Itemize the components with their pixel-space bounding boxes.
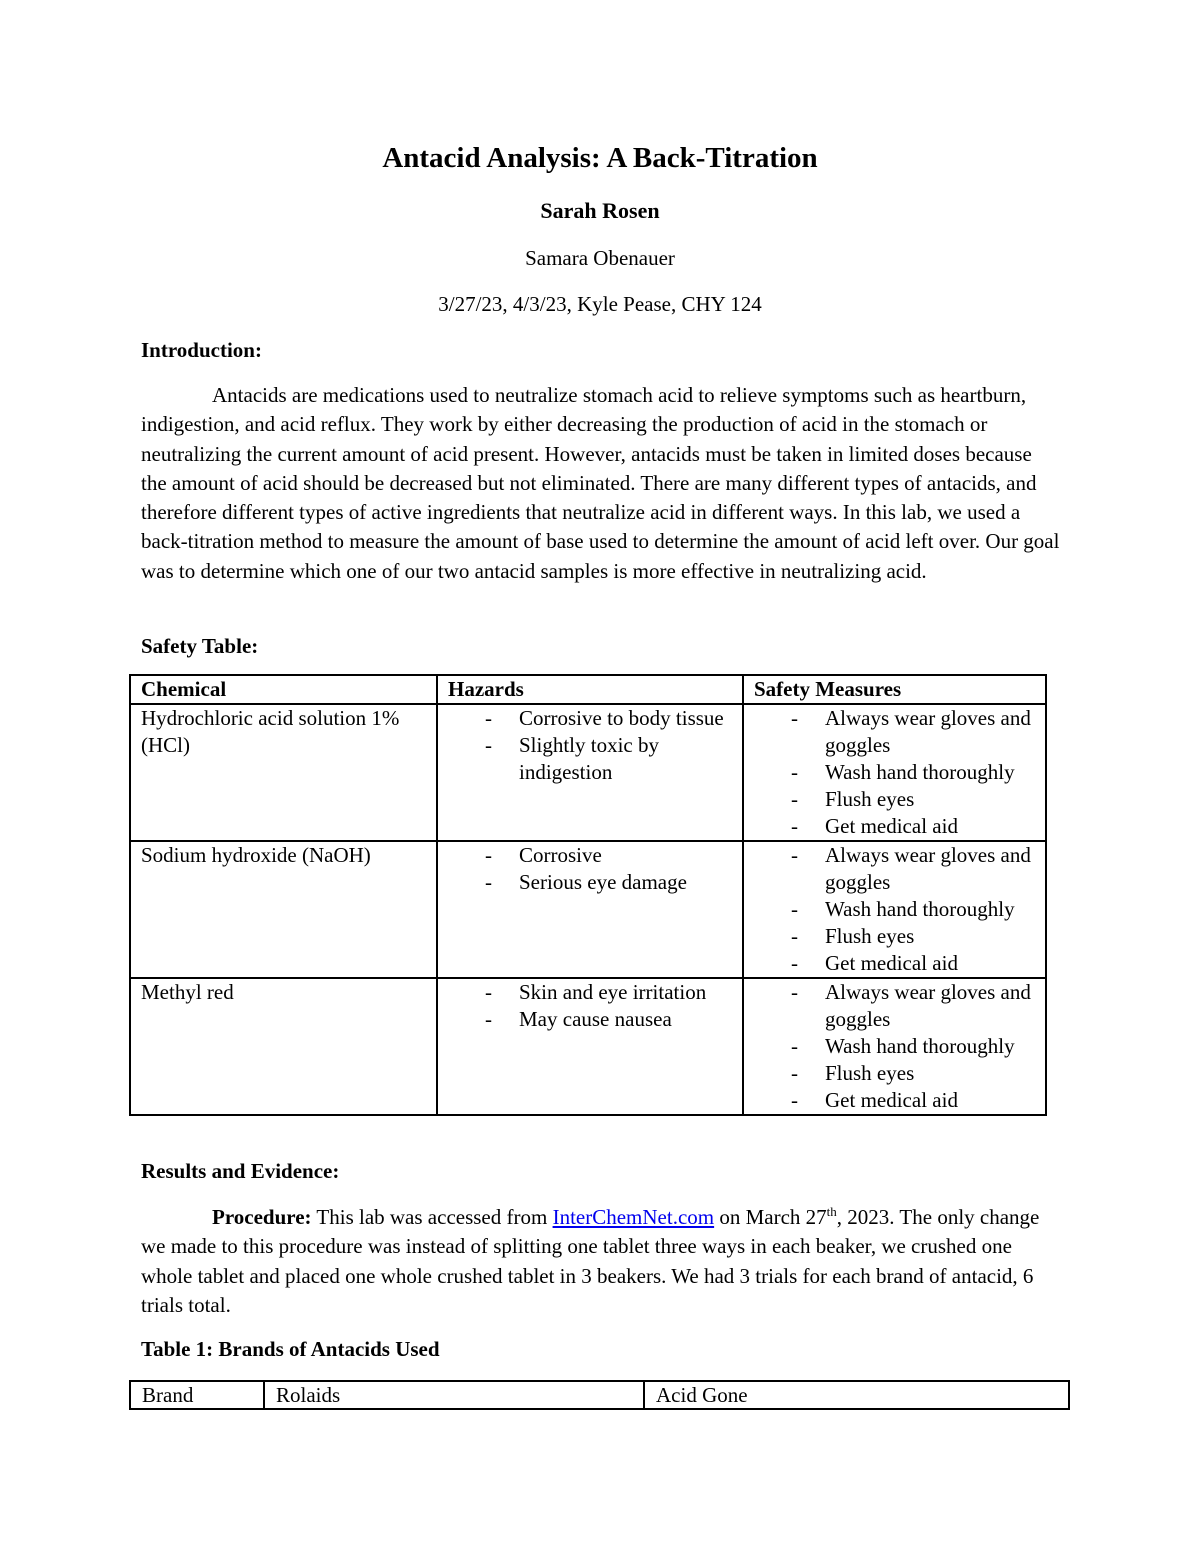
safety-table xyxy=(129,674,1047,1116)
list-item: - Flush eyes xyxy=(825,1060,1035,1087)
brand-cell-rolaids: Rolaids xyxy=(264,1381,644,1409)
procedure-text-post: , 2023. The only change we made to this procedure was instead of splitting one tablet three ways in each beaker, we crushed one whole tablet and placed one whole crushed tablet in 3 beakers. We had 3 trials for each brand of antacid, 6 trials total. xyxy=(141,1205,1040,1317)
list-item: - Always wear gloves and goggles xyxy=(825,705,1035,759)
brand-cell-acid-gone: Acid Gone xyxy=(644,1381,1069,1409)
table1-caption: Table 1: Brands of Antacids Used xyxy=(141,1337,440,1361)
safety-heading: Safety Table: xyxy=(141,634,259,658)
hazards-cell xyxy=(437,704,743,841)
list-item: - Wash hand thoroughly xyxy=(825,759,1035,786)
chemical-cell: Hydrochloric acid solution 1% (HCl) xyxy=(130,704,437,841)
introduction-text: Antacids are medications used to neutralize stomach acid to relieve symptoms such as heartburn, indigestion, and acid reflux. They work by either decreasing the production of acid in the stomach or neutralizing the current amount of acid present. However, antacids must be taken in limited doses because the amount of acid should be decreased but not eliminated. There are many different types of antacids, and therefore different types of active ingredients that neutralize acid in different ways. In this lab, we used a back-titration method to measure the amount of base used to determine the amount of acid left over. Our goal was to determine which one of our two antacid samples is more effective in neutralizing acid. xyxy=(141,383,1060,583)
list-item: - Wash hand thoroughly xyxy=(825,1033,1035,1060)
table-row xyxy=(130,704,1046,841)
column-header: Safety Measures xyxy=(743,675,1046,704)
list-item: - Always wear gloves and goggles xyxy=(825,979,1035,1033)
list-item: - Serious eye damage xyxy=(519,869,732,896)
list-item: - Slightly toxic by indigestion xyxy=(519,732,732,786)
interchemnet-link[interactable]: InterChemNet.com xyxy=(552,1205,715,1229)
hazards-cell xyxy=(437,978,743,1115)
results-heading: Results and Evidence: xyxy=(141,1159,340,1183)
procedure-label: Procedure: xyxy=(212,1205,312,1229)
table-row xyxy=(130,978,1046,1115)
table-row xyxy=(130,841,1046,978)
list-item: - Corrosive xyxy=(519,842,732,869)
introduction-heading: Introduction: xyxy=(141,338,262,362)
brands-table xyxy=(129,1380,1070,1410)
hazards-cell xyxy=(437,841,743,978)
chemical-cell: Sodium hydroxide (NaOH) xyxy=(130,841,437,978)
brand-label-cell: Brand xyxy=(130,1381,264,1409)
list-item: - Get medical aid xyxy=(825,1087,1035,1114)
list-item: - Wash hand thoroughly xyxy=(825,896,1035,923)
list-item: - Get medical aid xyxy=(825,813,1035,840)
measures-cell xyxy=(743,841,1046,978)
list-item: - May cause nausea xyxy=(519,1006,732,1033)
column-header: Hazards xyxy=(437,675,743,704)
procedure-paragraph xyxy=(141,1203,1061,1320)
document-title: Antacid Analysis: A Back-Titration xyxy=(382,142,818,174)
column-header: Chemical xyxy=(130,675,437,704)
list-item: - Corrosive to body tissue xyxy=(519,705,732,732)
list-item: - Flush eyes xyxy=(825,786,1035,813)
document-meta: 3/27/23, 4/3/23, Kyle Pease, CHY 124 xyxy=(438,292,762,316)
procedure-text-pre: This lab was accessed from xyxy=(316,1205,548,1229)
list-item: - Flush eyes xyxy=(825,923,1035,950)
list-item: - Skin and eye irritation xyxy=(519,979,732,1006)
author-name: Sarah Rosen xyxy=(540,198,660,223)
partner-name: Samara Obenauer xyxy=(525,246,675,270)
date-suffix: th xyxy=(826,1204,837,1219)
list-item: - Get medical aid xyxy=(825,950,1035,977)
procedure-date: on March 27 xyxy=(719,1205,827,1229)
measures-cell xyxy=(743,978,1046,1115)
list-item: - Always wear gloves and goggles xyxy=(825,842,1035,896)
table-row xyxy=(130,1381,1069,1409)
measures-cell xyxy=(743,704,1046,841)
chemical-cell: Methyl red xyxy=(130,978,437,1115)
table-header-row xyxy=(130,675,1046,704)
